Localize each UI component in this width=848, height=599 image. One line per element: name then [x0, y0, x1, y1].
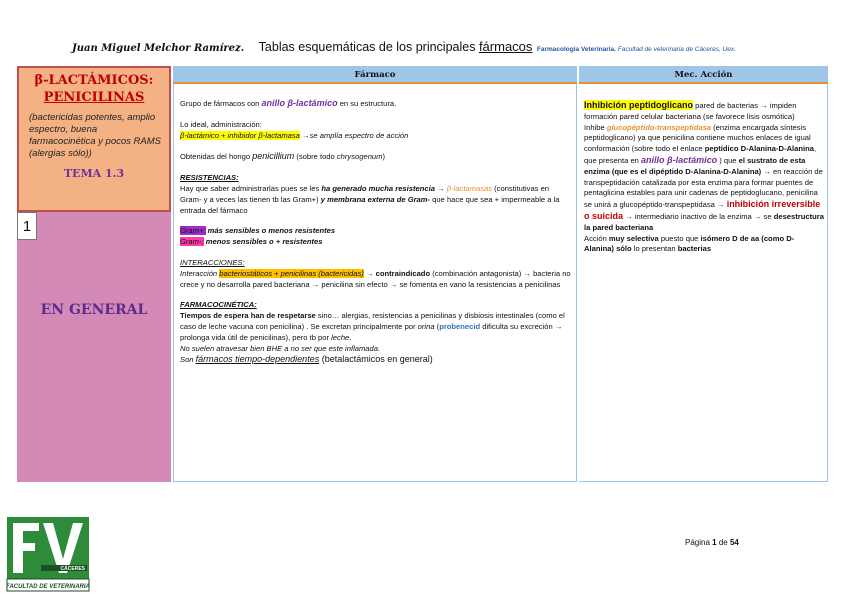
- text-run: Inhibición peptidoglicano: [584, 100, 693, 110]
- gram-positive-tag: Gram+:: [180, 226, 206, 236]
- column-header-farmaco: Fármaco: [173, 66, 577, 84]
- text-run: .: [349, 332, 352, 342]
- text-run: ): [382, 152, 385, 162]
- text-run: leche: [331, 332, 350, 342]
- text-run: (constitutivas en Gram- y a veces las tienen tb las Gram+): [180, 183, 550, 204]
- text-run: ) que: [717, 155, 739, 165]
- text-run: y membrana externa de Gram-: [320, 194, 431, 204]
- text-run: pared de bacterias → impiden formación pared celular bacteriana (se favorece lisis osmótica): [584, 101, 797, 121]
- text-run: en su estructura.: [337, 99, 397, 108]
- text-run: Tiempos de espera han de respetarse: [180, 311, 316, 321]
- group-title: [19, 72, 169, 106]
- text-run: (: [434, 321, 440, 331]
- faculty-line: [537, 46, 736, 53]
- drug-table: [17, 66, 828, 482]
- text-run: anillo β-lactámico: [641, 154, 718, 165]
- farmaco-paragraph-resistance: [180, 173, 572, 216]
- page-total: 54: [729, 538, 739, 547]
- text-run: ha generado mucha resistencia: [321, 183, 435, 193]
- page-number: [685, 538, 739, 547]
- text-run: dificulta su excreción → prolonga vida útil de penicilinas), pero tb por: [180, 321, 563, 342]
- farmaco-text: [180, 98, 572, 376]
- text-run: Acción: [584, 233, 609, 243]
- text-run: puesto que: [658, 233, 701, 243]
- text-run: Lo ideal, administración:: [180, 119, 262, 129]
- farmaco-paragraph-admin: [180, 120, 572, 142]
- logo-faculty-name: FACULTAD DE VETERINARIA: [6, 584, 90, 590]
- text-run: β-lactamasas: [446, 183, 493, 193]
- text-run: (combinación antagonista) → bacteria no crece y no desarrolla pared bacteriana → penicilina sin efecto → se fomenta en vano la resistencias a penicilinas: [180, 268, 571, 289]
- farmaco-paragraph-gram: [180, 226, 572, 248]
- faculty-logo-graphic: [5, 515, 91, 593]
- text-run: β-lactámico + inhibidor β-lactamasa: [180, 130, 300, 140]
- text-run: sino… alergias, resistencias a penicilinas y disbiosis intestinales (como el caso de leche vacuna con penicilina) . Se excretan principalmente por: [180, 311, 565, 331]
- text-run: inhibición irreversible o suicida: [584, 199, 821, 221]
- section-heading: FARMACOCINÉTICA:: [180, 300, 257, 310]
- tema-label: TEMA 1.3: [63, 167, 125, 180]
- text-run: No suelen atravesar bien BHE a no ser que este inflamada.: [180, 343, 381, 353]
- text-run: (betalactámicos en general): [319, 354, 433, 365]
- title-underlined: fármacos: [478, 39, 533, 54]
- text-run: Hay que saber administrarlas pues se les: [180, 183, 322, 193]
- document-title: [259, 40, 533, 54]
- mec-accion-text: [584, 100, 824, 255]
- page-of: de: [716, 538, 730, 547]
- mec-accion-cell: [579, 84, 828, 482]
- page-current: 1: [712, 538, 717, 547]
- text-run: Interacción: [180, 268, 220, 278]
- farmaco-paragraph-structure: [180, 98, 572, 110]
- text-run: Inhibe: [584, 122, 607, 132]
- text-run: (enzima encargada síntesis peptidoglicano) ya que penicilina contiene muchos enlaces de igual conformación (sobre todo el enlace: [584, 122, 811, 154]
- text-run: →se amplía espectro de acción: [299, 130, 409, 140]
- text-run: chrysogenum: [336, 152, 383, 162]
- text-run: bacterias: [677, 244, 712, 254]
- farmaco-paragraph-pharmacokinetics: [180, 300, 572, 366]
- group-title-line2: PENICILINAS: [43, 90, 145, 105]
- farmaco-paragraph-origin: [180, 151, 572, 163]
- text-run: glucopéptido-transpeptidasa: [606, 122, 712, 132]
- text-run: →: [363, 268, 376, 278]
- section-heading: RESISTENCIAS:: [180, 173, 239, 183]
- text-run: el sustrato de esta enzima (que es el dipéptido D-Alanina-D-Alanina): [584, 155, 806, 176]
- farmaco-cell: [173, 84, 577, 482]
- text-run: Grupo de fármacos con: [180, 99, 262, 108]
- text-run: desestructura la pared bacteriana: [584, 211, 824, 232]
- text-run: anillo β-lactámico: [261, 98, 338, 108]
- text-run: isómero D de aa (como D-Alanina) sólo: [584, 233, 795, 254]
- subject-name: Farmacología Veterinaria.: [536, 46, 616, 53]
- text-run: penicillium: [252, 151, 295, 162]
- text-run: más sensibles o menos resistentes: [205, 226, 336, 236]
- text-run: Obtenidas del hongo: [180, 152, 253, 162]
- page-header: [72, 38, 832, 56]
- text-run: lo presentan: [631, 244, 678, 254]
- text-run: , que presenta en: [584, 144, 817, 165]
- text-run: Son: [180, 355, 196, 365]
- text-run: (sobre todo: [294, 152, 337, 162]
- text-run: →: [434, 183, 447, 193]
- column-header-mec-accion: Mec. Acción: [579, 66, 828, 84]
- text-run: peptídico D-Alanina-D-Alanina: [704, 144, 815, 154]
- farmaco-paragraph-interactions: [180, 258, 572, 290]
- title-text: Tablas esquemáticas de los principales: [258, 40, 479, 54]
- text-run: → en reacción de transpeptidación catalizada por esta enzima para formar puentes de pentaglicina estables para unir cadenas de peptidoglucano, penicilina se unirá a glucopéptido-transpeptidasa →: [584, 166, 823, 210]
- text-run: muy selectiva: [608, 233, 659, 243]
- gram-negative-tag: Gram-:: [180, 237, 204, 247]
- author-name: Juan Miguel Melchor Ramírez.: [72, 43, 245, 54]
- text-run: fármacos tiempo-dependientes: [195, 354, 320, 365]
- text-run: probenecid: [439, 321, 481, 331]
- text-run: → intermediario inactivo de la enzima → se: [623, 211, 774, 221]
- group-title-line1: β-LACTÁMICOS:: [34, 73, 154, 88]
- section-label: EN GENERAL: [40, 302, 148, 318]
- faculty-name: Facultad de veterinaria de Cáceres, Uex.: [615, 46, 736, 53]
- page-label: Página: [685, 538, 713, 547]
- text-run: orina: [417, 321, 435, 331]
- text-run: menos sensibles o + resistentes: [203, 237, 323, 247]
- group-title-cell: [17, 66, 171, 212]
- text-run: que hace que sea + impermeable a la entrada del fármaco: [180, 194, 560, 215]
- text-run: bacteriostáticos + penicilinas (bactericidas): [219, 268, 364, 278]
- section-heading: INTERACCIONES:: [180, 257, 245, 267]
- text-run: contraindicado: [375, 268, 431, 278]
- section-cell: [17, 212, 171, 482]
- logo-city: CÁCERES: [60, 566, 85, 572]
- group-description: (bactericidas potentes, amplio espectro, buena farmacocinética y pocos RAMS (alergias sólo)): [29, 112, 161, 159]
- row-number: 1: [17, 212, 37, 240]
- faculty-logo: [5, 515, 91, 593]
